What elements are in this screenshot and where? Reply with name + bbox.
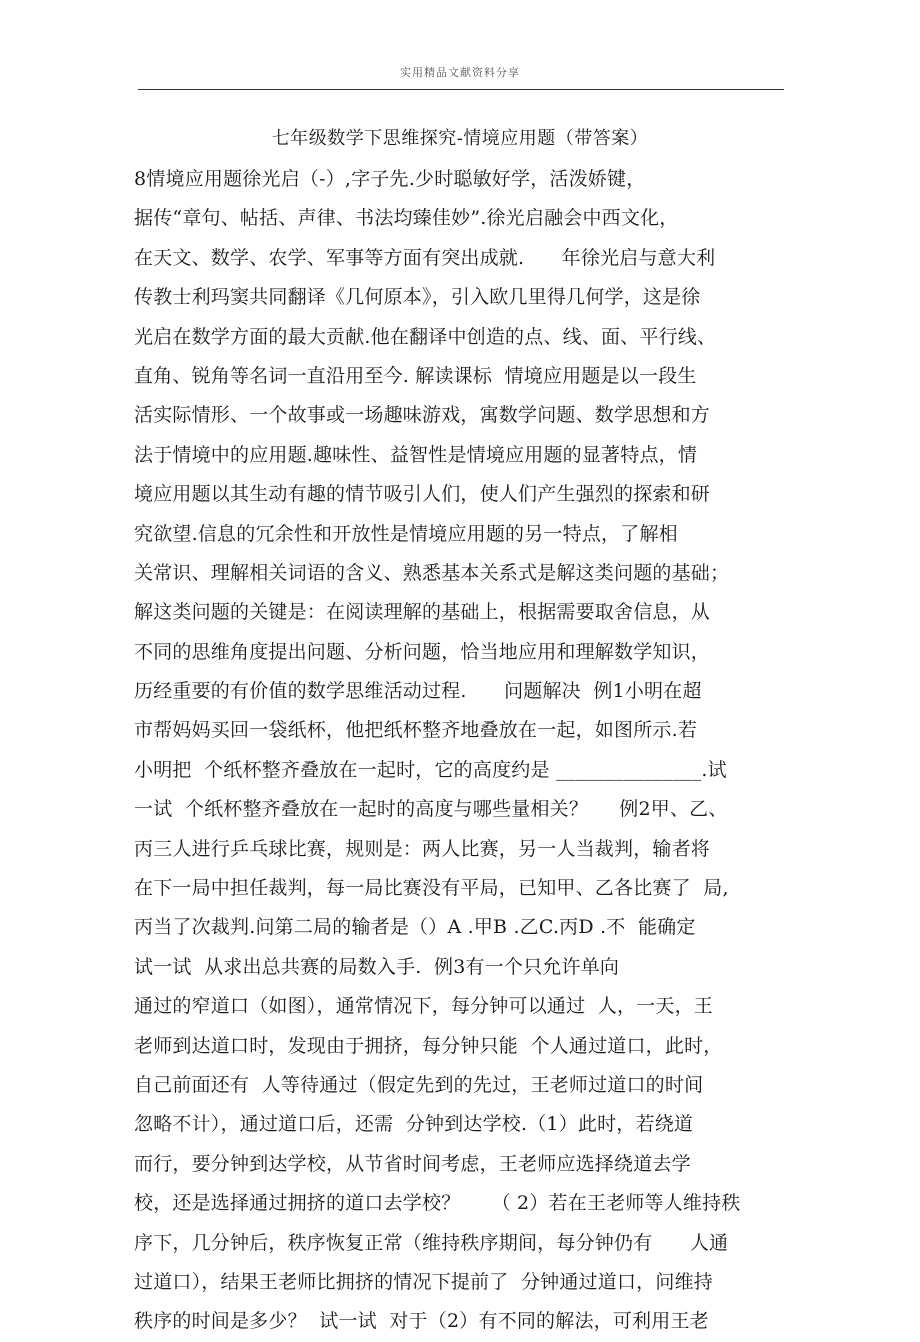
text-line: 一试 个纸杯整齐叠放在一起时的高度与哪些量相关？ 例2甲、乙、: [134, 798, 728, 821]
text-line: 在下一局中担任裁判，每一局比赛没有平局，已知甲、乙各比赛了 局,: [134, 877, 729, 900]
text-line: 小明把 个纸杯整齐叠放在一起时，它的高度约是 _______________.试: [134, 758, 727, 781]
text-line: 光启在数学方面的最大贡献.他在翻译中创造的点、线、面、平行线、: [134, 325, 717, 348]
text-line: 过道口），结果王老师比拥挤的情况下提前了 分钟通过道口，问维持: [134, 1270, 713, 1293]
header-divider: [138, 89, 784, 90]
text-line: 直角、锐角等名词一直沿用至今. 解读课标 情境应用题是以一段生: [134, 364, 697, 387]
page-header: 实用精品文献资料分享: [400, 66, 520, 79]
text-line: 通过的窄道口（如图），通常情况下，每分钟可以通过 人，一天，王: [134, 995, 713, 1018]
text-line: 序下，几分钟后，秩序恢复正常（维持秩序期间，每分钟仍有 人通: [134, 1231, 729, 1254]
text-line: 据传“章句、帖括、声律、书法均臻佳妙”.徐光启融会中西文化，: [134, 207, 679, 230]
text-line: 忽略不计），通过道口后，还需 分钟到达学校.（1）此时，若绕道: [134, 1113, 694, 1136]
text-line: 老师到达道口时，发现由于拥挤，每分钟只能 个人通过道口，此时，: [134, 1034, 723, 1057]
text-line: 而行，要分钟到达学校，从节省时间考虑，王老师应选择绕道去学: [134, 1152, 691, 1175]
text-line: 试一试 从求出总共赛的局数入手. 例3有一个只允许单向: [134, 955, 620, 978]
text-line: 校，还是选择通过拥挤的道口去学校？ （ 2）若在王老师等人维持秩: [134, 1192, 741, 1215]
text-line: 解这类问题的关键是：在阅读理解的基础上，根据需要取舍信息，从: [134, 601, 711, 624]
text-line: 传教士利玛窦共同翻译《几何原本》，引入欧几里得几何学，这是徐: [134, 286, 701, 309]
text-line: 丙当了次裁判.问第二局的输者是（）A .甲B .乙C.丙D .不 能确定: [134, 916, 696, 939]
text-line: 8情境应用题徐光启（-）,字子先.少时聪敏好学，活泼娇键，: [134, 168, 646, 190]
text-line: 不同的思维角度提出问题、分析问题，恰当地应用和理解数学知识，: [134, 640, 711, 663]
text-line: 在天文、数学、农学、军事等方面有突出成就. 年徐光启与意大利: [134, 246, 716, 269]
text-line: 法于情境中的应用题.趣味性、益智性是情境应用题的显著特点，情: [134, 443, 698, 466]
document-body: [134, 160, 794, 1342]
text-line: 历经重要的有价值的数学思维活动过程. 问题解决 例1小明在超: [134, 680, 702, 703]
text-line: 活实际情形、一个故事或一场趣味游戏，寓数学问题、数学思想和方: [134, 404, 711, 427]
text-line: 自己前面还有 人等待通过（假定先到的先过，王老师过道口的时间: [134, 1073, 704, 1096]
text-line: 境应用题以其生动有趣的情节吸引人们，使人们产生强烈的探索和研: [134, 483, 711, 506]
text-line: 秩序的时间是多少？ 试一试 对于（2）有不同的解法，可利用王老: [134, 1310, 709, 1333]
document-title: 七年级数学下思维探究-情境应用题（带答案）: [271, 128, 649, 149]
text-line: 关常识、理解相关词语的含义、熟悉基本关系式是解这类问题的基础；: [134, 561, 730, 584]
text-line: 究欲望.信息的冗余性和开放性是情境应用题的另一特点，了解相: [134, 522, 678, 545]
text-line: 市帮妈妈买回一袋纸杯，他把纸杯整齐地叠放在一起，如图所示.若: [134, 719, 698, 742]
text-line: 丙三人进行乒乓球比赛，规则是：两人比赛，另一人当裁判，输者将: [134, 837, 711, 860]
